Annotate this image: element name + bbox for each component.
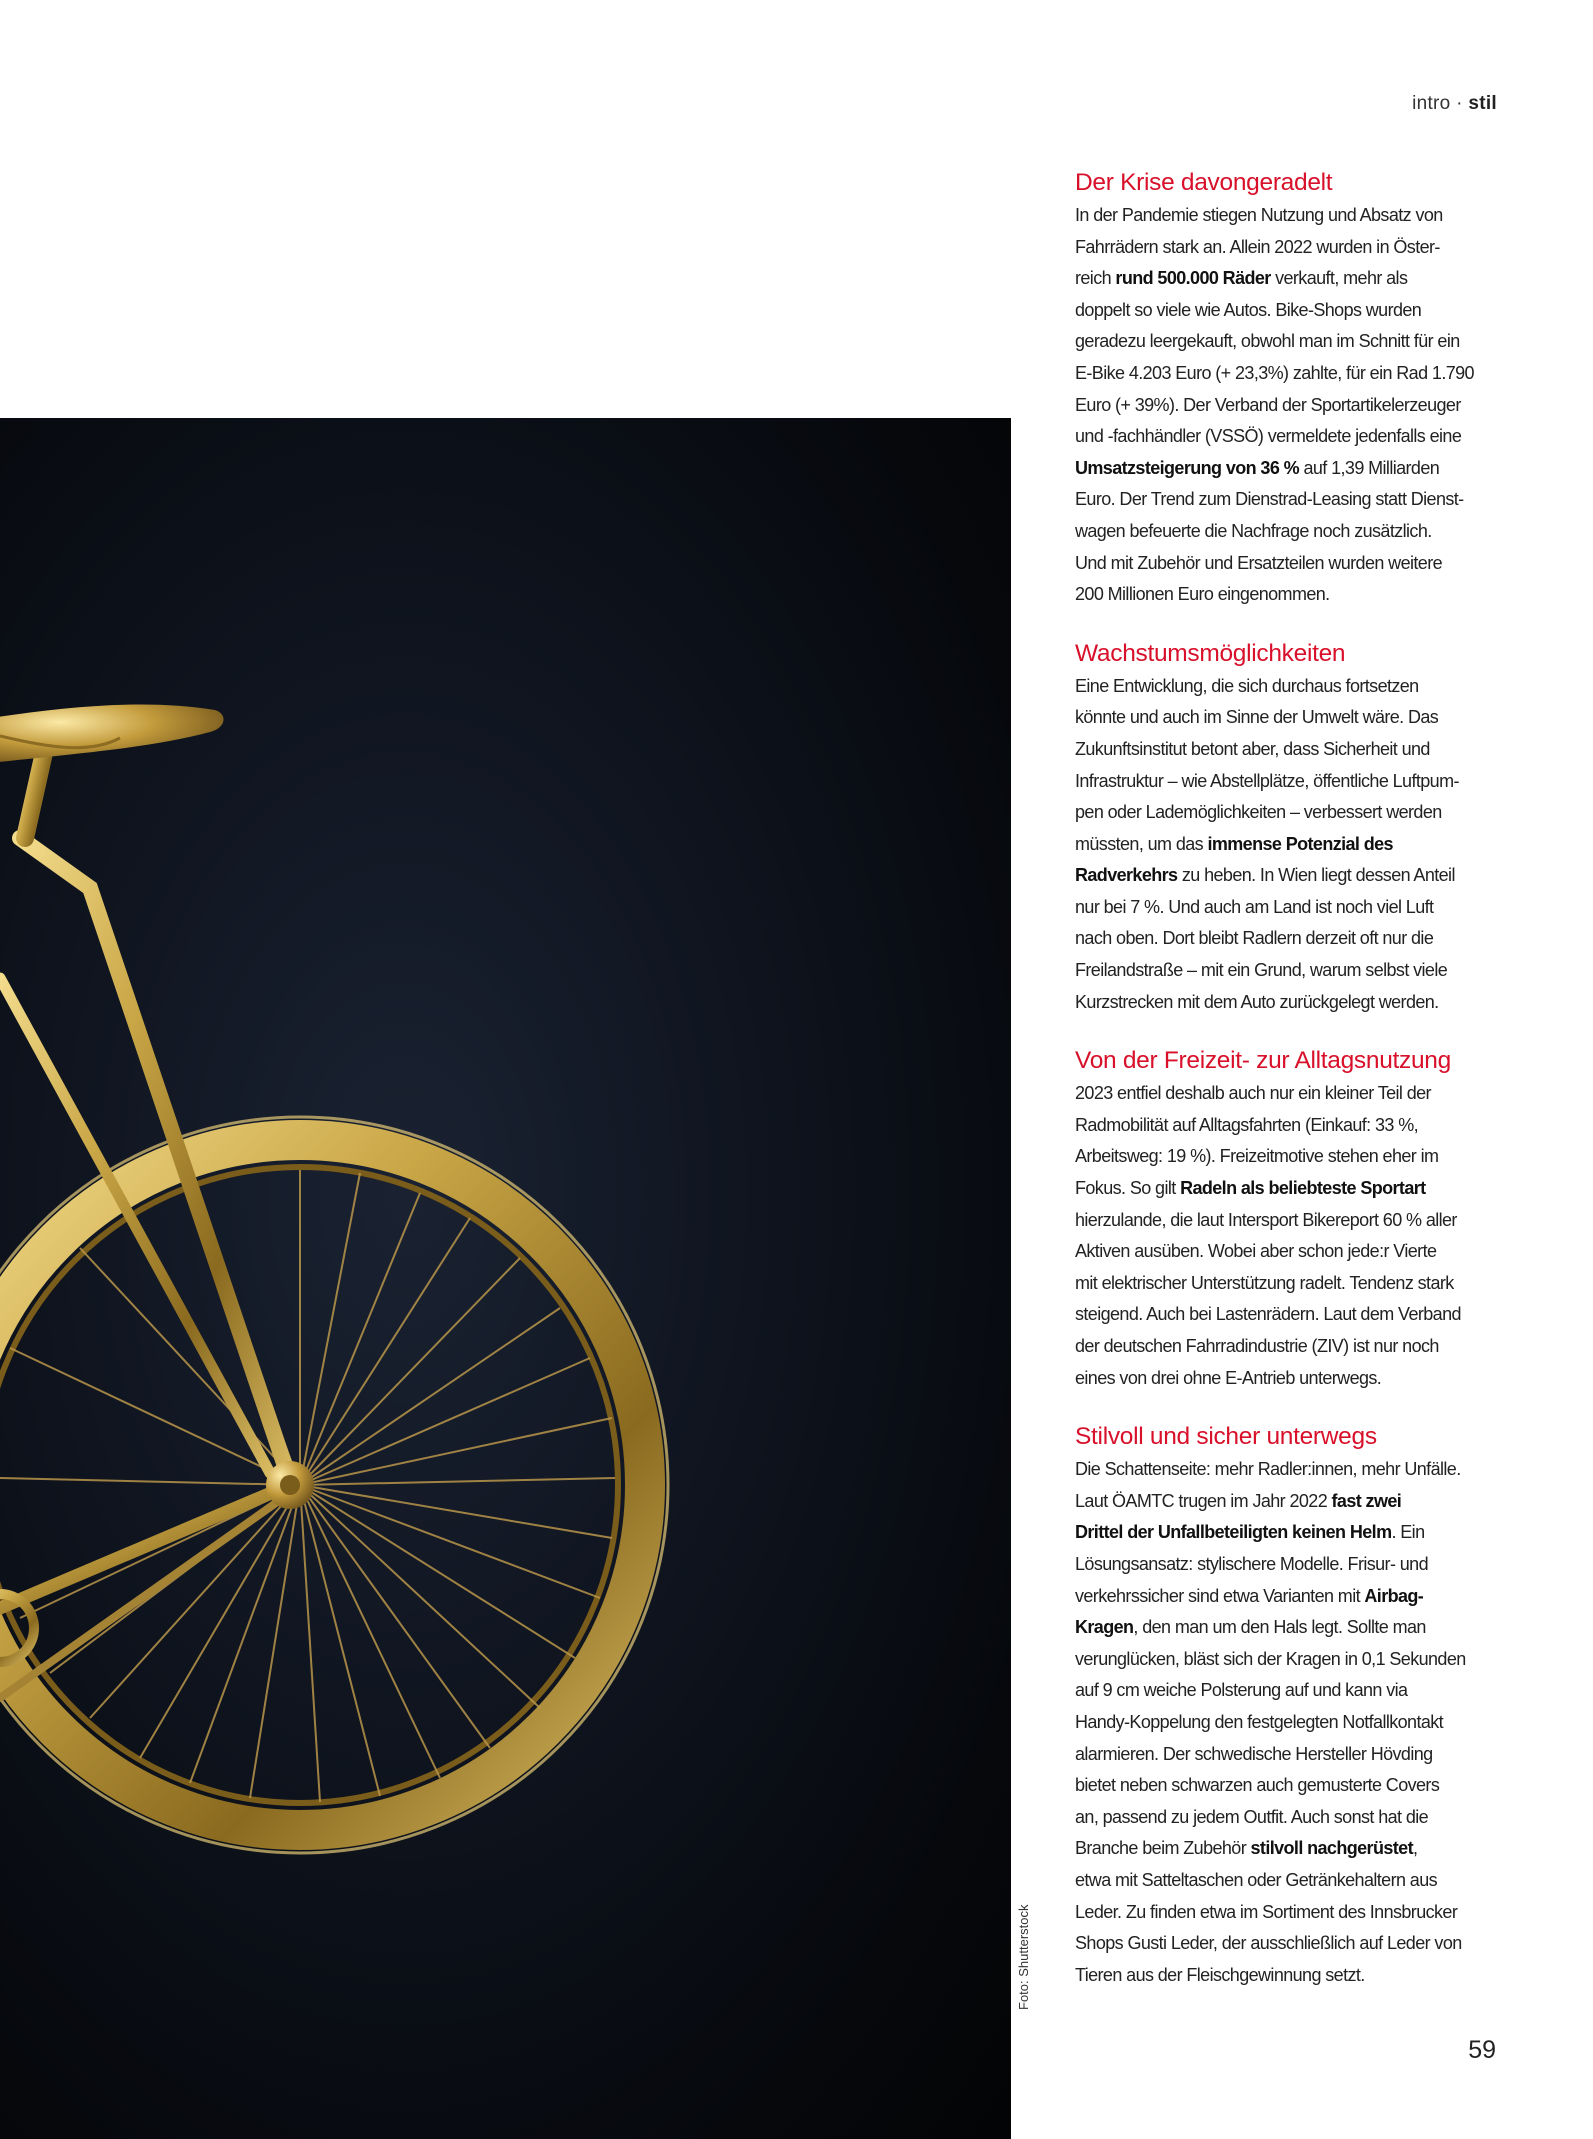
body-text: , den man um den Hals legt. Sollte man [1133,1617,1426,1638]
section-body [1075,1078,1505,1394]
body-text: verkehrssicher sind etwa Varianten mit [1075,1585,1365,1606]
body-text: Lösungsansatz: stylischere Modelle. Frisur- und [1075,1553,1428,1574]
running-header [1412,93,1497,115]
golden-bicycle-photo [0,418,1011,2139]
article-section [1075,1044,1505,1394]
section-heading: Stilvoll und sicher unterwegs [1075,1423,1377,1451]
body-text: mit elektrischer Unterstützung radelt. Tendenz stark [1075,1272,1454,1293]
highlighted-text: Kragen [1075,1617,1134,1638]
body-text: Radmobilität auf Alltagsfahrten (Einkauf: 33 %, [1075,1114,1419,1135]
article-column [1075,166,1505,2017]
body-text: In der Pandemie stiegen Nutzung und Absatz von [1075,205,1443,225]
body-text: nach oben. Dort bleibt Radlern derzeit oft nur die [1075,928,1434,949]
body-text: Tieren aus der Fleischgewinnung setzt. [1075,1964,1365,1985]
body-text: Euro (+ 39%). Der Verband der Sportartikelerzeuger [1075,394,1461,415]
body-text: geradezu leergekauft, obwohl man im Schnitt für ein [1075,331,1460,352]
header-section: intro [1412,93,1451,114]
body-text: etwa mit Satteltaschen oder Getränkehaltern aus [1075,1869,1438,1890]
body-text: Kurzstrecken mit dem Auto zurückgelegt werden. [1075,991,1439,1012]
body-text: Leder. Zu finden etwa im Sortiment des Innsbrucker [1075,1901,1458,1922]
highlighted-text: Radverkehrs [1075,865,1178,886]
body-text: Infrastruktur – wie Abstellplätze, öffentliche Luftpum- [1075,770,1459,791]
body-text: doppelt so viele wie Autos. Bike-Shops wurden [1075,299,1422,320]
article-section [1075,1420,1505,1991]
highlighted-text: Airbag- [1364,1585,1424,1606]
section-heading: Von der Freizeit- zur Alltagsnutzung [1075,1047,1451,1075]
body-text: Shops Gusti Leder, der ausschließlich auf Leder von [1075,1933,1462,1954]
article-section [1075,637,1505,1019]
body-text: steigend. Auch bei Lastenrädern. Laut dem Verband [1075,1304,1461,1325]
photo-credit-text: Foto: Shutterstock [1016,1904,1031,2010]
body-text: hierzulande, die laut Intersport Bikereport 60 % aller [1075,1209,1457,1230]
highlighted-text: fast zwei [1331,1490,1402,1511]
header-subsection: stil [1468,93,1497,114]
body-text: eines von drei ohne E-Antrieb unterwegs. [1075,1367,1382,1388]
golden-bicycle-illustration [0,418,1011,2139]
body-text: Und mit Zubehör und Ersatzteilen wurden weitere [1075,552,1443,573]
page-number: 59 [1468,2036,1496,2064]
body-text: Eine Entwicklung, die sich durchaus fortsetzen [1075,675,1419,696]
body-text: Euro. Der Trend zum Dienstrad-Leasing statt Dienst- [1075,489,1464,510]
body-text: 200 Millionen Euro eingenommen. [1075,584,1330,605]
body-text: müssten, um das [1075,833,1208,854]
highlighted-text: immense Potenzial des [1207,833,1393,854]
body-text: pen oder Lademöglichkeiten – verbessert werden [1075,802,1442,823]
body-text: könnte und auch im Sinne der Umwelt wäre. Das [1075,707,1439,728]
body-text: Arbeitsweg: 19 %). Freizeitmotive stehen eher im [1075,1146,1439,1167]
body-text: Fokus. So gilt [1075,1178,1181,1199]
body-text: verunglücken, bläst sich der Kragen in 0,1 Sekunden [1075,1648,1466,1669]
body-text: Freilandstraße – mit ein Grund, warum selbst viele [1075,960,1448,981]
body-text: Die Schattenseite: mehr Radler:innen, mehr Unfälle. [1075,1459,1461,1480]
body-text: E-Bike 4.203 Euro (+ 23,3%) zahlte, für ein Rad 1.790 [1075,362,1474,383]
body-text: Branche beim Zubehör [1075,1838,1251,1859]
body-text: auf 9 cm weiche Polsterung auf und kann via [1075,1680,1408,1701]
body-text: reich [1075,268,1116,289]
body-text: an, passend zu jedem Outfit. Auch sonst hat die [1075,1806,1429,1827]
header-separator: · [1450,93,1469,114]
body-text: wagen befeuerte die Nachfrage noch zusätzlich. [1075,520,1432,541]
body-text: nur bei 7 %. Und auch am Land ist noch viel Luft [1075,896,1434,917]
highlighted-text: rund 500.000 Räder [1115,268,1271,289]
section-body [1075,671,1505,1019]
body-text: alarmieren. Der schwedische Hersteller Hövding [1075,1743,1433,1764]
body-text: Handy-Koppelung den festgelegten Notfallkontakt [1075,1711,1444,1732]
section-body [1075,200,1505,611]
body-text: Fahrrädern stark an. Allein 2022 wurden in Öster- [1075,236,1440,257]
highlighted-text: stilvoll nachgerüstet [1250,1838,1413,1859]
highlighted-text: Umsatzsteigerung von 36 % [1075,457,1300,478]
body-text: und -fachhändler (VSSÖ) vermeldete jedenfalls eine [1075,426,1462,447]
section-heading: Wachstumsmöglichkeiten [1075,639,1346,667]
body-text: . Ein [1391,1522,1425,1543]
body-text: Laut ÖAMTC trugen im Jahr 2022 [1075,1490,1332,1511]
section-heading: Der Krise davongeradelt [1075,169,1333,196]
body-text: Aktiven ausüben. Wobei aber schon jede:r Vierte [1075,1241,1437,1262]
body-text: , [1412,1838,1418,1859]
highlighted-text: Radeln als beliebteste Sportart [1180,1178,1426,1199]
body-text: auf 1,39 Milliarden [1299,457,1440,478]
body-text: bietet neben schwarzen auch gemusterte Covers [1075,1775,1440,1796]
body-text: zu heben. In Wien liegt dessen Anteil [1177,865,1455,886]
body-text: 2023 entfiel deshalb auch nur ein kleiner Teil der [1075,1083,1431,1104]
body-text: verkauft, mehr als [1270,268,1408,289]
body-text: Zukunftsinstitut betont aber, dass Sicherheit und [1075,738,1430,759]
section-body [1075,1454,1505,1991]
highlighted-text: Drittel der Unfallbeteiligten keinen Helm [1075,1522,1392,1543]
article-section [1075,166,1505,611]
photo-credit [1014,1890,1034,2010]
body-text: der deutschen Fahrradindustrie (ZIV) ist nur noch [1075,1336,1439,1356]
